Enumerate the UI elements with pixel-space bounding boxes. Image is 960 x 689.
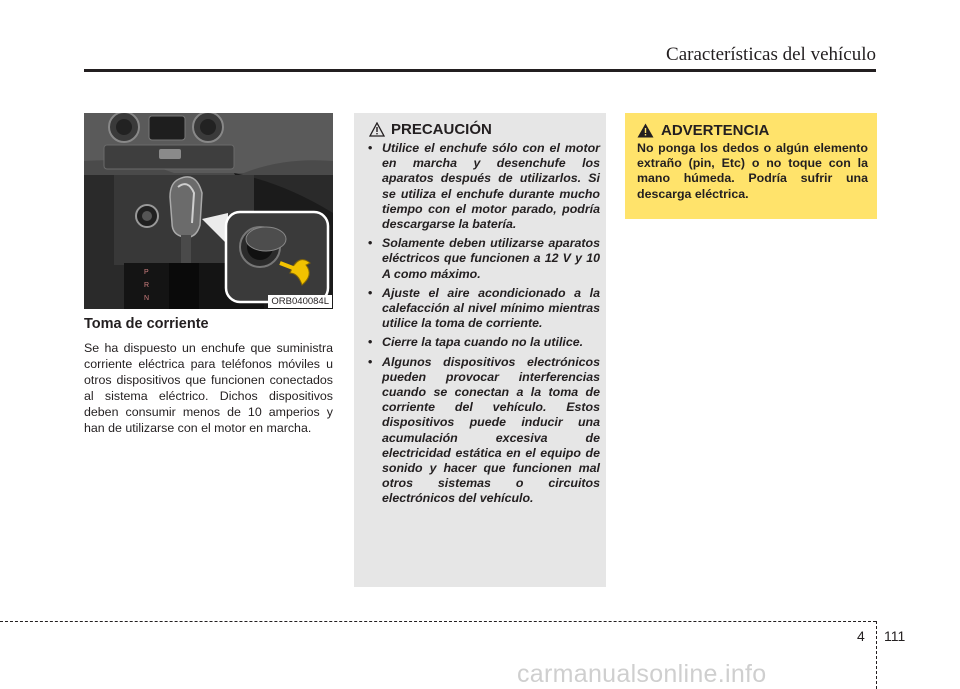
warning-box xyxy=(625,113,877,219)
watermark: carmanualsonline.info xyxy=(517,660,767,688)
shift-letter-r: R xyxy=(144,282,150,289)
page-header-title: Características del vehículo xyxy=(666,44,876,65)
caution-item xyxy=(368,236,600,282)
caution-header xyxy=(368,121,600,138)
caution-box xyxy=(354,113,606,587)
power-outlet-photo xyxy=(84,113,333,309)
caution-title: PRECAUCIÓN xyxy=(391,121,492,138)
section-heading: Toma de corriente xyxy=(84,316,209,332)
bullet-icon: • xyxy=(368,236,373,251)
caution-item xyxy=(368,355,600,507)
caution-item xyxy=(368,141,600,232)
warning-triangle-icon xyxy=(637,123,654,138)
warning-title: ADVERTENCIA xyxy=(661,122,770,139)
page-number: 111 xyxy=(884,628,906,644)
bullet-icon: • xyxy=(368,335,373,350)
caution-item-text: Cierre la tapa cuando no la utilice. xyxy=(382,335,584,350)
section-body: Se ha dispuesto un enchufe que suministra corriente eléctrica para teléfonos móviles u otros dispositivos que funcionen conectados al sistema eléctrico. Dichos dispositivos deben consumir menos de 10 amperios y han de utilizarse con el motor en marcha. xyxy=(84,341,333,435)
footer-rule xyxy=(0,621,876,622)
bullet-icon: • xyxy=(368,354,373,369)
caution-list xyxy=(368,141,600,507)
caution-item-text: Ajuste el aire acondicionado a la calefacción al nivel mínimo mientras utilice la toma de corriente. xyxy=(382,285,600,331)
caution-item xyxy=(368,286,600,332)
warning-header xyxy=(637,122,868,139)
caution-item-text: Utilice el enchufe sólo con el motor en marcha y desenchufe los aparatos después de utilizarlos. Si se utiliza el enchufe durante mucho tiempo con el motor parado, podría descargarse la batería. xyxy=(382,141,600,232)
figure-caption: ORB040084L xyxy=(268,295,332,308)
bullet-icon: • xyxy=(368,141,373,155)
header-rule xyxy=(84,69,876,72)
caution-item xyxy=(368,335,600,350)
caution-item-text: Solamente deben utilizarse aparatos eléctricos que funcionen a 12 V y 10 A como máximo. xyxy=(382,236,600,281)
shift-letter-p: P xyxy=(144,269,149,276)
footer-divider xyxy=(876,621,877,689)
chapter-number: 4 xyxy=(857,628,865,644)
warning-text: No ponga los dedos o algún elemento extraño (pin, Etc) o no toque con la mano húmeda. Podría sufrir una descarga eléctrica. xyxy=(637,141,868,201)
shift-letter-n: N xyxy=(144,295,150,302)
caution-triangle-icon xyxy=(369,122,385,137)
bullet-icon: • xyxy=(368,285,373,300)
caution-item-text: Algunos dispositivos electrónicos pueden provocar interferencias cuando se conectan a la toma de corriente del vehículo. Estos dispositivos puede inducir una acumulación excesiva de electricidad estática en el equipo de sonido y hacer que funcionen mal otros sistemas o circuitos electrónicos del vehículo. xyxy=(382,354,600,506)
